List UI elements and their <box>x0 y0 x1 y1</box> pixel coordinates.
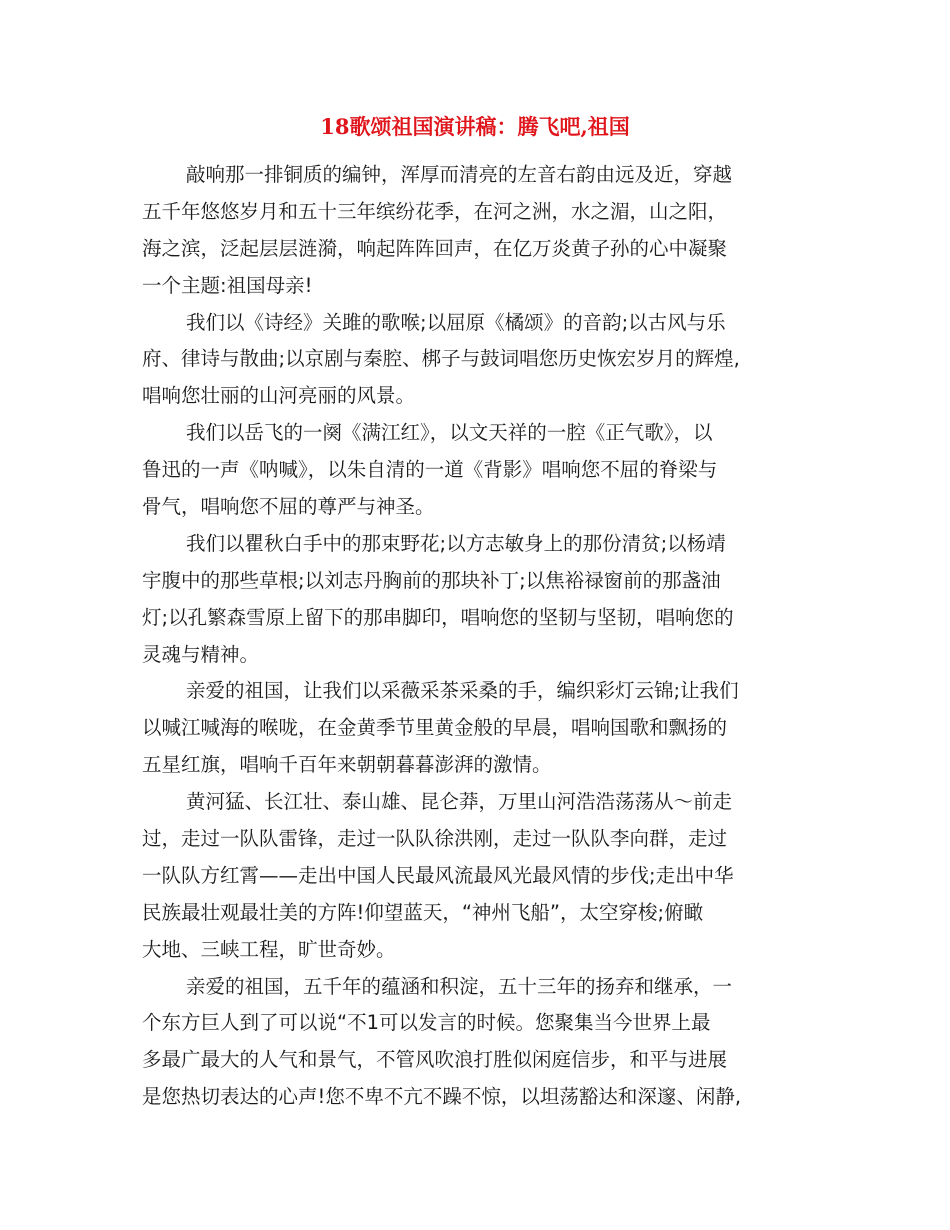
paragraph-line: 个东方巨人到了可以说“不1可以发言的时候。您聚集当今世界上最 <box>142 1011 711 1035</box>
paragraph-line: 骨气，唱响您不屈的尊严与神圣。 <box>142 495 435 519</box>
paragraph-line: 民族最壮观最壮美的方阵!仰望蓝天，“神州飞船”，太空穿梭;俯瞰 <box>142 900 704 924</box>
paragraph-line: 一个主题:祖国母亲! <box>142 273 313 297</box>
paragraph-line: 五星红旗，唱响千百年来朝朝暮暮澎湃的激情。 <box>142 753 552 777</box>
paragraph-line: 我们以瞿秋白手中的那束野花;以方志敏身上的那份清贫;以杨靖 <box>186 531 726 555</box>
paragraph-7 <box>142 969 824 1117</box>
document-title: 18歌颂祖国演讲稿：腾飞吧,祖国 <box>320 114 630 139</box>
paragraph-line: 亲爱的祖国，五千年的蕴涵和积淀，五十三年的扬弃和继承，一 <box>186 974 733 998</box>
paragraph-line: 亲爱的祖国，让我们以采薇采茶采桑的手，编织彩灯云锦;让我们 <box>186 679 739 703</box>
paragraph-line: 我们以《诗经》关雎的歌喉;以屈原《橘颂》的音韵;以古风与乐 <box>186 310 726 334</box>
paragraph-line: 鲁迅的一声《呐喊》，以朱自清的一道《背影》唱响您不屈的脊梁与 <box>142 458 718 482</box>
paragraph-5 <box>142 673 824 784</box>
paragraph-line: 是您热切表达的心声!您不卑不亢不躁不惊，以坦荡豁达和深邃、闲静, <box>142 1085 742 1109</box>
paragraph-line: 宇腹中的那些草根;以刘志丹胸前的那块补丁;以焦裕禄窗前的那盏油 <box>142 568 721 592</box>
paragraph-6 <box>142 784 824 968</box>
paragraph-4 <box>142 526 824 674</box>
paragraph-line: 一队队方红霄——走出中国人民最风流最风光最风情的步伐;走出中华 <box>142 863 734 887</box>
paragraph-line: 唱响您壮丽的山河亮丽的风景。 <box>142 384 416 408</box>
paragraph-line: 府、律诗与散曲;以京剧与秦腔、梆子与鼓词唱您历史恢宏岁月的辉煌, <box>142 347 740 371</box>
paragraph-line: 过，走过一队队雷锋，走过一队队徐洪刚，走过一队队李向群，走过 <box>142 827 728 851</box>
paragraph-line: 灵魂与精神。 <box>142 642 260 666</box>
paragraph-line: 以喊江喊海的喉咙，在金黄季节里黄金般的早晨，唱响国歌和飘扬的 <box>142 716 728 740</box>
paragraph-line: 我们以岳飞的一阕《满江红》，以文天祥的一腔《正气歌》，以 <box>186 421 713 445</box>
paragraph-line: 大地、三峡工程，旷世奇妙。 <box>142 937 396 961</box>
paragraph-line: 海之滨，泛起层层涟漪，响起阵阵回声，在亿万炎黄子孙的心中凝聚 <box>142 236 728 260</box>
paragraph-1 <box>142 157 824 305</box>
paragraph-line: 五千年悠悠岁月和五十三年缤纷花季，在河之洲，水之湄，山之阳， <box>142 199 728 223</box>
paragraph-line: 敲响那一排铜质的编钟，浑厚而清亮的左音右韵由远及近，穿越 <box>186 163 733 186</box>
paragraph-line: 黄河猛、长江壮、泰山雄、昆仑莽，万里山河浩浩荡荡从～前走 <box>186 790 733 814</box>
paragraph-3 <box>142 415 824 526</box>
paragraph-line: 灯;以孔繁森雪原上留下的那串脚印，唱响您的坚韧与坚韧，唱响您的 <box>142 605 734 629</box>
document-body <box>142 157 824 1116</box>
paragraph-line: 多最广最大的人气和景气，不管风吹浪打胜似闲庭信步，和平与进展 <box>142 1048 728 1072</box>
paragraph-2 <box>142 305 824 416</box>
